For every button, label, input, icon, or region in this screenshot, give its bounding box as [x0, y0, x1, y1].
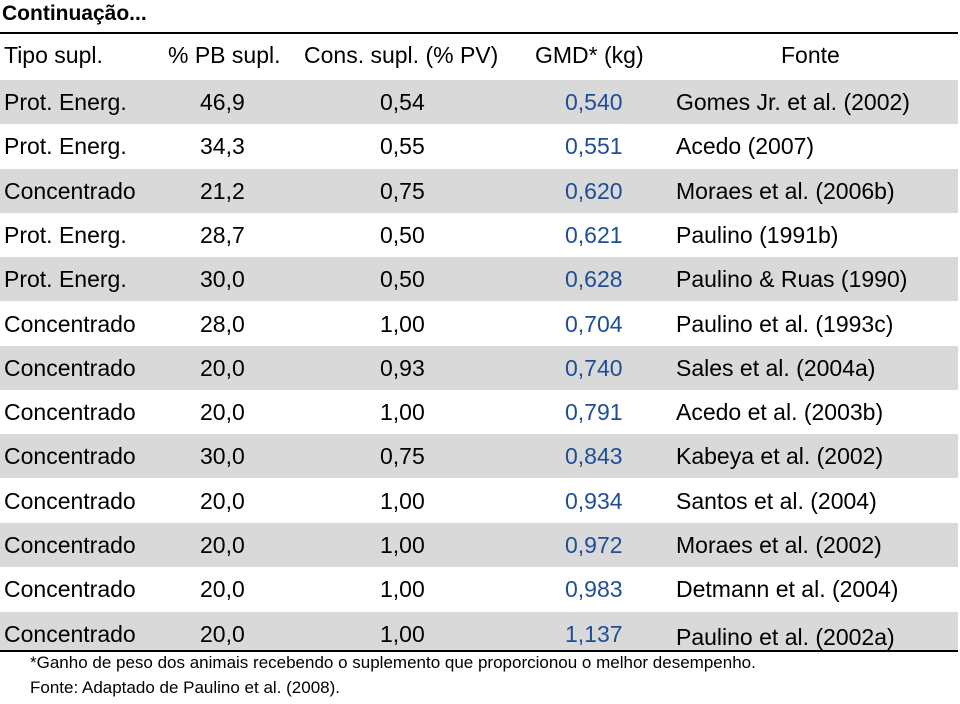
cell-fonte: Acedo et al. (2003b) — [676, 399, 884, 426]
cell-gmd: 0,628 — [565, 266, 623, 293]
cell-tipo-supl: Prot. Energ. — [4, 89, 127, 115]
cell-fonte: Gomes Jr. et al. (2002) — [676, 89, 910, 115]
table-row — [0, 124, 958, 168]
cell-gmd: 0,540 — [565, 89, 623, 115]
header-gmd: GMD* (kg) — [535, 42, 644, 68]
cell-tipo-supl: Concentrado — [4, 443, 136, 470]
cell-cons-supl: 1,00 — [380, 532, 425, 558]
cell-tipo-supl: Concentrado — [4, 354, 136, 381]
cell-pb-supl: 20,0 — [200, 487, 245, 514]
header-fonte: Fonte — [781, 42, 840, 68]
cell-gmd: 0,621 — [565, 221, 623, 248]
cell-fonte: Paulino (1991b) — [676, 221, 839, 248]
cell-pb-supl: 30,0 — [200, 443, 245, 470]
cell-tipo-supl: Concentrado — [4, 177, 136, 204]
cell-fonte: Acedo (2007) — [676, 133, 815, 160]
cell-cons-supl: 1,00 — [380, 576, 425, 603]
cell-fonte: Moraes et al. (2002) — [676, 532, 882, 558]
cell-tipo-supl: Concentrado — [4, 532, 136, 558]
continuation-caption: Continuação... — [2, 2, 147, 25]
cell-tipo-supl: Concentrado — [4, 399, 136, 426]
cell-gmd: 0,740 — [565, 354, 623, 381]
cell-cons-supl: 1,00 — [380, 399, 425, 426]
footnote-source: Fonte: Adaptado de Paulino et al. (2008). — [30, 678, 341, 697]
cell-pb-supl: 21,2 — [200, 177, 245, 204]
footnote-gmd: *Ganho de peso dos animais recebendo o suplemento que proporcionou o melhor desempenho. — [30, 653, 756, 672]
header-pb-supl: % PB supl. — [168, 42, 281, 68]
cell-cons-supl: 0,75 — [380, 443, 425, 470]
cell-tipo-supl: Prot. Energ. — [4, 221, 127, 248]
header-tipo-supl: Tipo supl. — [4, 42, 103, 68]
cell-fonte: Paulino et al. (1993c) — [676, 310, 894, 337]
cell-cons-supl: 1,00 — [380, 620, 425, 647]
cell-tipo-supl: Concentrado — [4, 487, 136, 514]
cell-fonte: Paulino & Ruas (1990) — [676, 266, 908, 293]
cell-pb-supl: 28,0 — [200, 310, 245, 337]
cell-tipo-supl: Prot. Energ. — [4, 133, 127, 160]
cell-cons-supl: 0,75 — [380, 177, 425, 204]
cell-pb-supl: 20,0 — [200, 399, 245, 426]
cell-tipo-supl: Concentrado — [4, 310, 136, 337]
cell-cons-supl: 1,00 — [380, 310, 425, 337]
cell-gmd: 0,972 — [565, 532, 623, 558]
cell-cons-supl: 0,54 — [380, 89, 425, 115]
cell-pb-supl: 28,7 — [200, 221, 245, 248]
cell-gmd: 0,551 — [565, 133, 623, 160]
cell-fonte: Paulino et al. (2002a) — [676, 623, 895, 650]
cell-tipo-supl: Prot. Energ. — [4, 266, 127, 293]
cell-gmd: 0,704 — [565, 310, 623, 337]
cell-pb-supl: 20,0 — [200, 532, 245, 558]
header-cons-supl: Cons. supl. (% PV) — [304, 42, 499, 68]
cell-cons-supl: 0,55 — [380, 133, 425, 160]
cell-pb-supl: 20,0 — [200, 576, 245, 603]
cell-pb-supl: 34,3 — [200, 133, 245, 160]
cell-cons-supl: 1,00 — [380, 487, 425, 514]
cell-gmd: 0,620 — [565, 177, 623, 204]
cell-fonte: Detmann et al. (2004) — [676, 576, 899, 603]
cell-fonte: Sales et al. (2004a) — [676, 354, 876, 381]
cell-pb-supl: 20,0 — [200, 620, 245, 647]
cell-tipo-supl: Concentrado — [4, 620, 136, 647]
cell-pb-supl: 30,0 — [200, 266, 245, 293]
cell-gmd: 0,934 — [565, 487, 623, 514]
cell-fonte: Santos et al. (2004) — [676, 487, 877, 514]
cell-pb-supl: 20,0 — [200, 354, 245, 381]
cell-fonte: Moraes et al. (2006b) — [676, 177, 895, 204]
cell-tipo-supl: Concentrado — [4, 576, 136, 603]
cell-cons-supl: 0,50 — [380, 266, 425, 293]
cell-gmd: 0,791 — [565, 399, 623, 426]
cell-pb-supl: 46,9 — [200, 89, 245, 115]
cell-gmd: 0,983 — [565, 576, 623, 603]
cell-cons-supl: 0,93 — [380, 354, 425, 381]
cell-fonte: Kabeya et al. (2002) — [676, 443, 884, 470]
cell-gmd: 0,843 — [565, 443, 623, 470]
cell-cons-supl: 0,50 — [380, 221, 425, 248]
cell-gmd: 1,137 — [565, 620, 623, 647]
